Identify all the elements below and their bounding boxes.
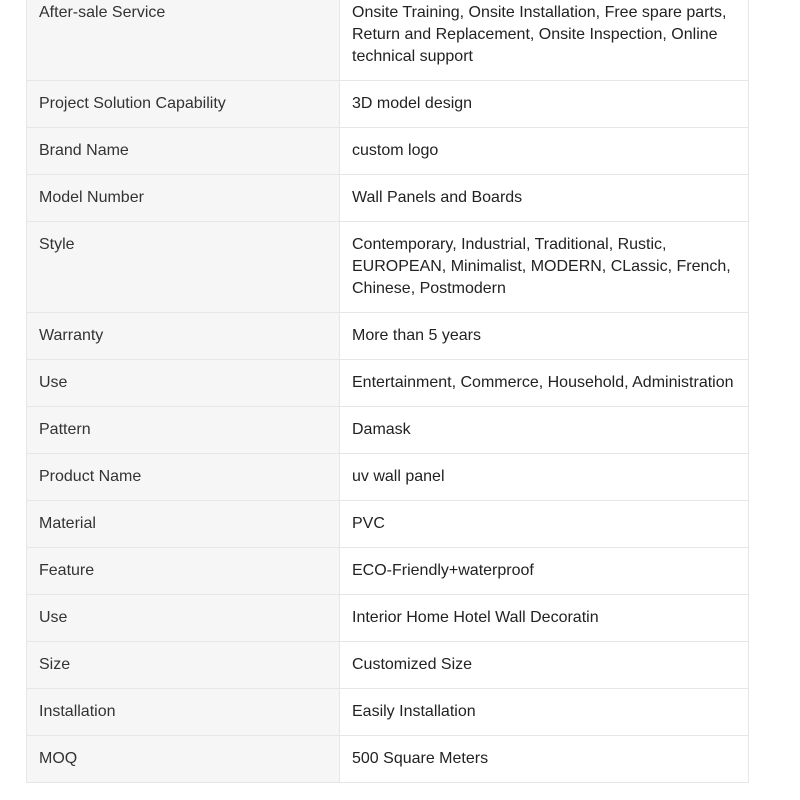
spec-key: Use bbox=[27, 595, 340, 642]
spec-key: Use bbox=[27, 360, 340, 407]
table-row-model-number bbox=[27, 175, 749, 222]
spec-key: Brand Name bbox=[27, 128, 340, 175]
spec-value: uv wall panel bbox=[340, 454, 749, 501]
specifications-table bbox=[26, 0, 749, 783]
spec-key: Material bbox=[27, 501, 340, 548]
table-row-style bbox=[27, 222, 749, 313]
spec-value: 3D model design bbox=[340, 81, 749, 128]
spec-value: Wall Panels and Boards bbox=[340, 175, 749, 222]
spec-key: Project Solution Capability bbox=[27, 81, 340, 128]
spec-key: Warranty bbox=[27, 313, 340, 360]
spec-value: ECO-Friendly+waterproof bbox=[340, 548, 749, 595]
spec-value: custom logo bbox=[340, 128, 749, 175]
table-row-size bbox=[27, 642, 749, 689]
spec-key: Product Name bbox=[27, 454, 340, 501]
table-row-material bbox=[27, 501, 749, 548]
spec-value: Customized Size bbox=[340, 642, 749, 689]
spec-key: Style bbox=[27, 222, 340, 313]
spec-key: Pattern bbox=[27, 407, 340, 454]
spec-key: Size bbox=[27, 642, 340, 689]
table-row-moq bbox=[27, 736, 749, 783]
table-row-use-2 bbox=[27, 595, 749, 642]
spec-value: PVC bbox=[340, 501, 749, 548]
table-row-installation bbox=[27, 689, 749, 736]
table-row-brand-name bbox=[27, 128, 749, 175]
spec-key: After-sale Service bbox=[27, 0, 340, 81]
table-row-after-sale-service bbox=[27, 0, 749, 81]
table-row-warranty bbox=[27, 313, 749, 360]
spec-value: Entertainment, Commerce, Household, Administration bbox=[340, 360, 749, 407]
table-row-pattern bbox=[27, 407, 749, 454]
spec-value: Onsite Training, Onsite Installation, Free spare parts, Return and Replacement, Onsite Inspection, Online technical support bbox=[340, 0, 749, 81]
spec-key: Feature bbox=[27, 548, 340, 595]
spec-value: 500 Square Meters bbox=[340, 736, 749, 783]
spec-key: Installation bbox=[27, 689, 340, 736]
spec-value: Contemporary, Industrial, Traditional, Rustic, EUROPEAN, Minimalist, MODERN, CLassic, French, Chinese, Postmodern bbox=[340, 222, 749, 313]
specifications-table-body bbox=[27, 0, 749, 783]
table-row-use bbox=[27, 360, 749, 407]
spec-value: Easily Installation bbox=[340, 689, 749, 736]
spec-value: More than 5 years bbox=[340, 313, 749, 360]
table-row-feature bbox=[27, 548, 749, 595]
spec-key: Model Number bbox=[27, 175, 340, 222]
table-row-project-solution-capability bbox=[27, 81, 749, 128]
spec-key: MOQ bbox=[27, 736, 340, 783]
table-row-product-name bbox=[27, 454, 749, 501]
spec-value: Interior Home Hotel Wall Decoratin bbox=[340, 595, 749, 642]
spec-value: Damask bbox=[340, 407, 749, 454]
